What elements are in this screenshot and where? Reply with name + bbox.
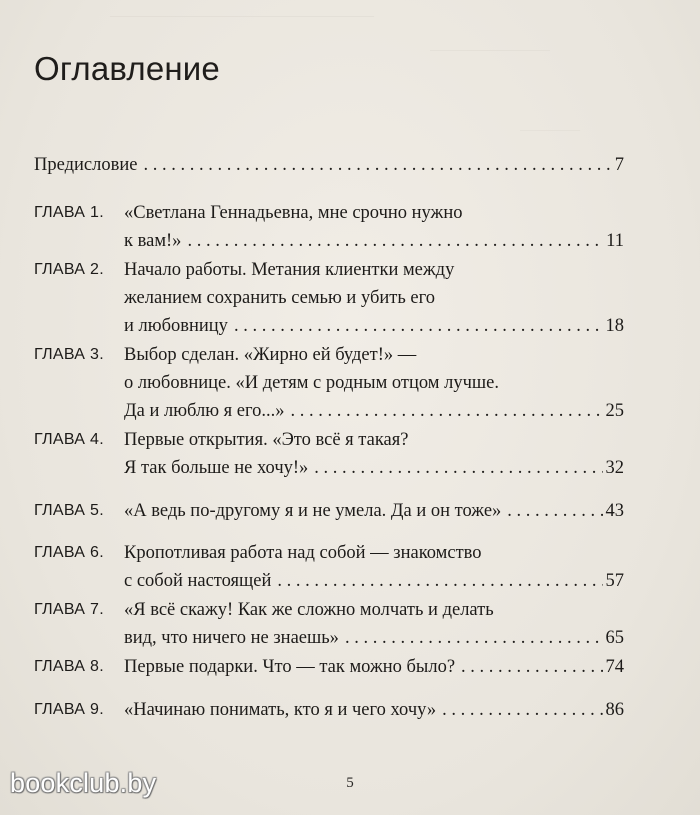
chapter-title-line: Да и люблю я его...» <box>124 401 285 421</box>
page-ref: 7 <box>614 155 624 175</box>
page-title: Оглавление <box>34 50 220 87</box>
chapter-title-line: вид, что ничего не знаешь» <box>124 628 339 648</box>
chapter-label: ГЛАВА 4. <box>34 431 104 448</box>
show-through-text: ————— <box>520 122 580 136</box>
page-ref: 43 <box>605 501 624 521</box>
chapter-label: ГЛАВА 9. <box>34 701 104 718</box>
chapter-label: ГЛАВА 6. <box>34 544 104 561</box>
chapter-title-line: с собой настоящей <box>124 571 272 591</box>
chapter-title-line: «Я всё скажу! Как же сложно молчать и делать <box>124 600 494 620</box>
chapter-title-line: Первые открытия. «Это всё я такая? <box>124 430 409 450</box>
dot-leader <box>234 312 603 340</box>
chapter-label: ГЛАВА 8. <box>34 658 104 675</box>
toc-entry-chapter-4[interactable] <box>34 426 624 482</box>
chapter-title-line: желанием сохранить семью и убить его <box>124 288 436 308</box>
toc-entry-preface[interactable] <box>34 151 624 179</box>
show-through-text: —————————— <box>430 42 550 56</box>
toc-entry-chapter-9[interactable] <box>34 696 624 724</box>
toc-entry-chapter-5[interactable] <box>34 497 624 525</box>
page-ref: 32 <box>605 458 624 478</box>
chapter-title-line: Кропотливая работа над собой — знакомство <box>124 543 482 563</box>
page-ref: 65 <box>605 628 624 648</box>
dot-leader <box>277 567 602 595</box>
dot-leader <box>314 454 602 482</box>
chapter-title-line: Начало работы. Метания клиентки между <box>124 260 455 280</box>
dot-leader <box>345 624 603 652</box>
chapter-label: ГЛАВА 5. <box>34 502 104 519</box>
chapter-title-line: «Начинаю понимать, кто я и чего хочу» <box>124 700 437 720</box>
toc-entry-chapter-3[interactable] <box>34 341 624 425</box>
chapter-label: ГЛАВА 7. <box>34 601 104 618</box>
page-ref: 25 <box>605 401 624 421</box>
dot-leader <box>143 151 611 179</box>
dot-leader <box>291 397 603 425</box>
chapter-title-line: Я так больше не хочу!» <box>124 458 309 478</box>
page-ref: 18 <box>605 316 624 336</box>
dot-leader <box>507 497 602 525</box>
chapter-title-line: «Светлана Геннадьевна, мне срочно нужно <box>124 203 463 223</box>
toc-entry-chapter-1[interactable] <box>34 199 624 255</box>
toc-entry-chapter-6[interactable] <box>34 539 624 595</box>
toc-entry-chapter-7[interactable] <box>34 596 624 652</box>
toc-entry-chapter-8[interactable] <box>34 653 624 681</box>
chapter-title-line: и любовницу <box>124 316 228 336</box>
chapter-title-line: о любовнице. «И детям с родным отцом лучше. <box>124 373 499 393</box>
page-number: 5 <box>346 775 354 791</box>
show-through-text: —————————————————————— <box>110 8 374 22</box>
chapter-title-line: Первые подарки. Что — так можно было? <box>124 657 456 677</box>
watermark: bookclub.by <box>10 768 157 798</box>
chapter-title-line: Выбор сделан. «Жирно ей будет!» — <box>124 345 417 365</box>
page-ref: 11 <box>606 231 624 251</box>
preface-title: Предисловие <box>34 155 138 175</box>
page-ref: 86 <box>605 700 624 720</box>
dot-leader <box>442 696 602 724</box>
page-ref: 57 <box>605 571 624 591</box>
toc-entry-chapter-2[interactable] <box>34 256 624 340</box>
chapter-label: ГЛАВА 3. <box>34 346 104 363</box>
page-ref: 74 <box>605 657 624 677</box>
chapter-title-line: «А ведь по-другому я и не умела. Да и он тоже» <box>124 501 502 521</box>
dot-leader <box>461 653 602 681</box>
dot-leader <box>187 227 603 255</box>
chapter-label: ГЛАВА 1. <box>34 204 104 221</box>
chapter-title-line: к вам!» <box>124 231 182 251</box>
chapter-label: ГЛАВА 2. <box>34 261 104 278</box>
